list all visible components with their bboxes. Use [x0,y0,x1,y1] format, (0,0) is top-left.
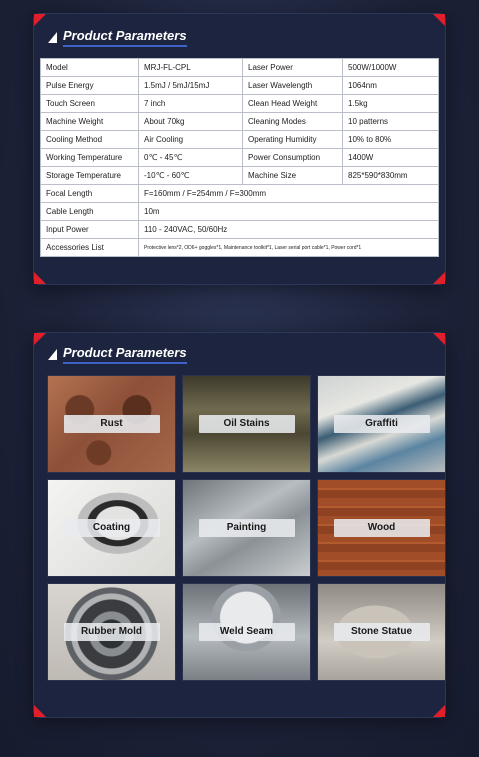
application-tile-weld-seam [182,583,311,681]
param-key: Pulse Energy [41,77,139,95]
tile-label: Stone Statue [334,623,430,641]
corner-accent [34,705,46,717]
param-key: Power Consumption [243,149,343,167]
tile-label: Rubber Mold [64,623,160,641]
param-value: Air Cooling [139,131,243,149]
table-row [41,95,439,113]
application-tile-oil-stains [182,375,311,473]
param-key: Laser Wavelength [243,77,343,95]
param-key: Input Power [41,221,139,239]
applications-panel [34,333,445,717]
table-row [41,77,439,95]
param-value: -10℃ - 60℃ [139,167,243,185]
section-heading [48,345,187,364]
table-row [41,185,439,203]
application-tile-coating [47,479,176,577]
applications-grid [47,375,447,681]
application-tile-rubber-mold [47,583,176,681]
triangle-icon [48,32,57,43]
section-heading [48,28,187,47]
param-value: 0℃ - 45℃ [139,149,243,167]
param-value: F=160mm / F=254mm / F=300mm [139,185,439,203]
param-key: Storage Temperature [41,167,139,185]
table-row [41,131,439,149]
tile-label: Weld Seam [199,623,295,641]
table-row [41,167,439,185]
param-key: Working Temperature [41,149,139,167]
table-row [41,203,439,221]
corner-accent [433,272,445,284]
table-row [41,113,439,131]
param-key: Cooling Method [41,131,139,149]
application-tile-painting [182,479,311,577]
param-value: 7 inch [139,95,243,113]
application-tile-wood [317,479,446,577]
corner-accent [433,705,445,717]
table-row [41,149,439,167]
param-value: MRJ-FL-CPL [139,59,243,77]
param-value: 10% to 80% [343,131,439,149]
corner-accent [34,14,46,26]
corner-accent [34,272,46,284]
parameters-table [40,58,439,257]
tile-label: Coating [64,519,160,537]
param-key: Machine Size [243,167,343,185]
table-row [41,59,439,77]
tile-label: Oil Stains [199,415,295,433]
param-value: 1400W [343,149,439,167]
param-value: 1064nm [343,77,439,95]
param-key: Cable Length [41,203,139,221]
param-key: Laser Power [243,59,343,77]
param-value: 10 patterns [343,113,439,131]
section-title: Product Parameters [63,345,187,364]
application-tile-stone-statue [317,583,446,681]
param-value: 1.5mJ / 5mJ/15mJ [139,77,243,95]
param-key: Focal Length [41,185,139,203]
table-row [41,239,439,257]
param-key: Model [41,59,139,77]
application-tile-graffiti [317,375,446,473]
param-key: Machine Weight [41,113,139,131]
section-title: Product Parameters [63,28,187,47]
table-row [41,221,439,239]
triangle-icon [48,349,57,360]
corner-accent [34,333,46,345]
param-value: 1.5kg [343,95,439,113]
param-value: 110 - 240VAC, 50/60Hz [139,221,439,239]
tile-label: Rust [64,415,160,433]
param-key: Cleaning Modes [243,113,343,131]
param-value: Protective lens*2, OD6+ goggles*1, Maintenance toolkit*1, Laser serial port cable*1, Power cord*1 [139,239,439,257]
param-value: 10m [139,203,439,221]
corner-accent [433,333,445,345]
param-key: Clean Head Weight [243,95,343,113]
param-key: Accessories List [41,239,139,257]
tile-label: Wood [334,519,430,537]
param-key: Touch Screen [41,95,139,113]
corner-accent [433,14,445,26]
param-value: About 70kg [139,113,243,131]
param-key: Operating Humidity [243,131,343,149]
param-value: 825*590*830mm [343,167,439,185]
param-value: 500W/1000W [343,59,439,77]
tile-label: Painting [199,519,295,537]
application-tile-rust [47,375,176,473]
tile-label: Graffiti [334,415,430,433]
parameters-panel [34,14,445,284]
